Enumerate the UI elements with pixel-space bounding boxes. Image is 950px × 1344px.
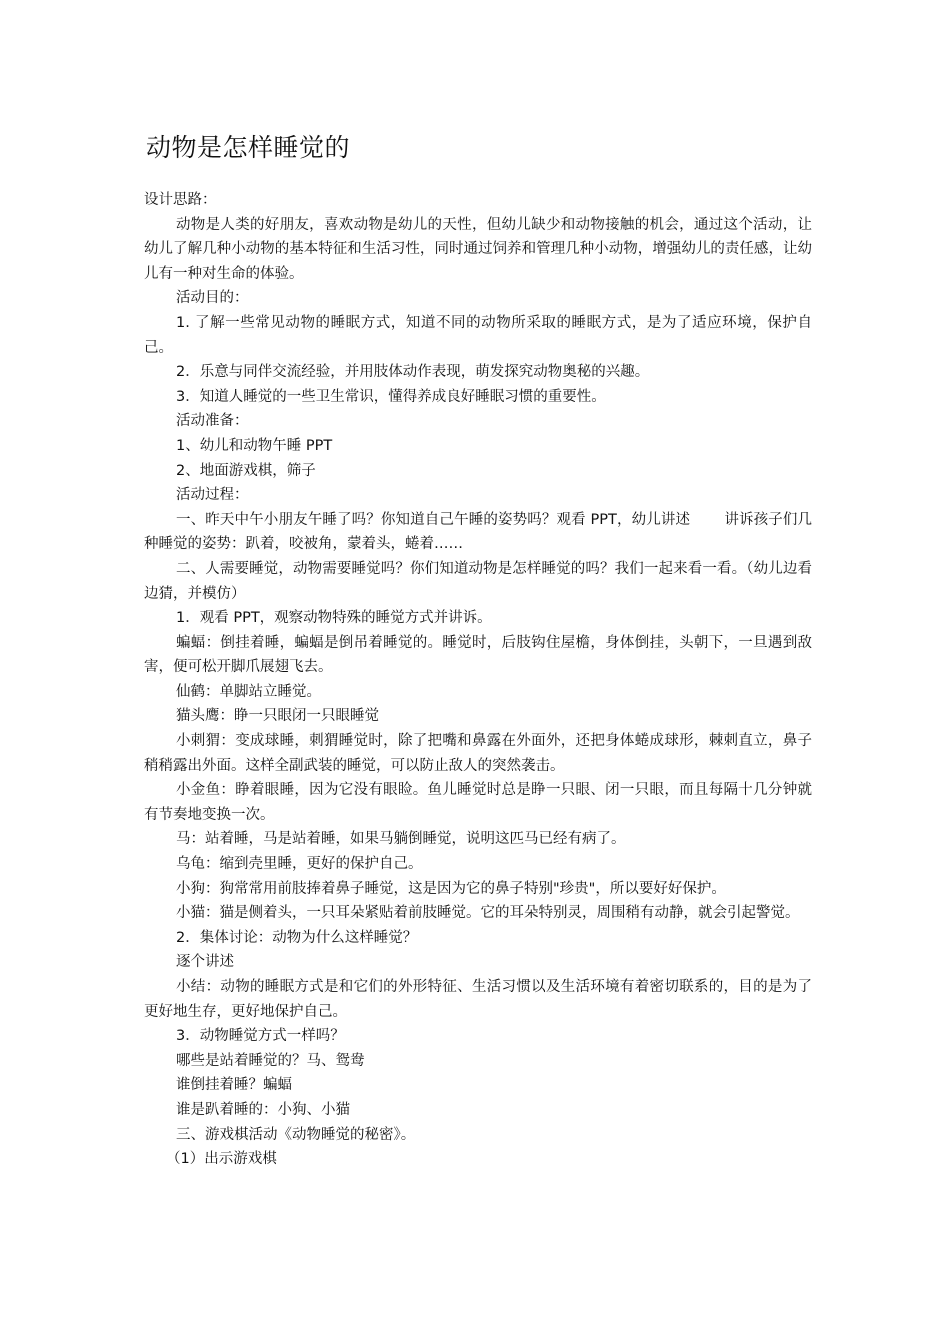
- process-step-2: 二、人需要睡觉，动物需要睡觉吗？你们知道动物是怎样睡觉的吗？我们一起来看一看。（幼儿边看边猜，并模仿）: [144, 560, 812, 602]
- document-body: [144, 188, 812, 1172]
- goal-item-1: 1. 了解一些常见动物的睡眠方式，知道不同的动物所采取的睡眠方式，是为了适应环境，保护自己。: [144, 314, 812, 356]
- animal-dog: 小狗：狗常常用前肢捧着鼻子睡觉，这是因为它的鼻子特别"珍贵"，所以要好好保护。: [176, 880, 726, 897]
- discussion-question: 2．集体讨论：动物为什么这样睡觉？: [176, 929, 418, 946]
- preparation-item-2: 2、地面游戏棋，筛子: [176, 462, 316, 479]
- section-heading-design: 设计思路：: [144, 192, 217, 208]
- animal-crane: 仙鹤：单脚站立睡觉。: [176, 683, 321, 700]
- process-substep-watch-ppt: 1．观看 PPT，观察动物特殊的睡觉方式并讲诉。: [176, 610, 492, 627]
- animal-owl: 猫头鹰：睁一只眼闭一只眼睡觉: [176, 708, 379, 725]
- animal-goldfish: 小金鱼：睁着眼睡，因为它没有眼睑。鱼儿睡觉时总是睁一只眼、闭一只眼，而且每隔十几分钟就有节奏地变换一次。: [144, 782, 812, 823]
- question-lying: 谁是趴着睡的：小狗、小猫: [176, 1101, 350, 1118]
- discussion-note: 逐个讲述: [176, 954, 234, 971]
- section-heading-goals: 活动目的：: [176, 290, 249, 307]
- process-step-1: [144, 508, 812, 557]
- page-title: 动物是怎样睡觉的: [146, 133, 351, 162]
- section-heading-process: 活动过程：: [176, 487, 249, 504]
- process-step-3: 三、游戏棋活动《动物睡觉的秘密》。: [176, 1126, 416, 1143]
- section-heading-preparation: 活动准备：: [176, 413, 249, 430]
- question-hanging: 谁倒挂着睡？蝙蝠: [176, 1077, 292, 1094]
- process-step-1-text: 一、昨天中午小朋友午睡了吗？你知道自己午睡的姿势吗？观看 PPT，幼儿讲述: [176, 511, 691, 528]
- animal-hedgehog: 小刺猬：变成球睡，刺猬睡觉时，除了把嘴和鼻露在外面外，还把身体蜷成球形，棘刺直立，鼻子稍稍露出外面。这样全副武装的睡觉，可以防止敌人的突然袭击。: [144, 733, 812, 774]
- animal-turtle: 乌龟：缩到壳里睡，更好的保护自己。: [176, 856, 423, 873]
- animal-cat: 小猫：猫是侧着头，一只耳朵紧贴着前肢睡觉。它的耳朵特别灵，周围稍有动静，就会引起警觉。: [176, 905, 800, 922]
- goal-item-2: 2．乐意与同伴交流经验，并用肢体动作表现，萌发探究动物奥秘的兴趣。: [176, 364, 650, 381]
- question-standing: 哪些是站着睡觉的？马、鸳鸯: [176, 1052, 365, 1069]
- paragraph-design-idea: 动物是人类的好朋友，喜欢动物是幼儿的天性，但幼儿缺少和动物接触的机会，通过这个活动，让幼儿了解几种小动物的基本特征和生活习性，同时通过饲养和管理几种小动物，增强幼儿的责任感，让幼儿有一种对生命的体验。: [144, 216, 812, 282]
- animal-horse: 马：站着睡，马是站着睡，如果马躺倒睡觉，说明这匹马已经有病了。: [176, 831, 626, 848]
- question-same-way: 3．动物睡觉方式一样吗？: [176, 1028, 345, 1045]
- goal-item-3: 3．知道人睡觉的一些卫生常识，懂得养成良好睡眠习惯的重要性。: [176, 388, 606, 405]
- process-step-3-item-1: （1）出示游戏棋: [166, 1151, 277, 1168]
- preparation-item-1: 1、幼儿和动物午睡 PPT: [176, 437, 333, 454]
- process-step-1-continuation: 讲诉孩子们几种睡觉的姿势：趴着，咬被角，蒙着头，蜷着……: [144, 511, 812, 553]
- animal-bat: 蝙蝠：倒挂着睡，蝙蝠是倒吊着睡觉的。睡觉时，后肢钩住屋檐，身体倒挂，头朝下，一旦遇到敌害，便可松开脚爪展翅飞去。: [144, 634, 812, 676]
- summary-paragraph: 小结：动物的睡眠方式是和它们的外形特征、生活习惯以及生活环境有着密切联系的，目的是为了更好地生存，更好地保护自己。: [144, 979, 812, 1020]
